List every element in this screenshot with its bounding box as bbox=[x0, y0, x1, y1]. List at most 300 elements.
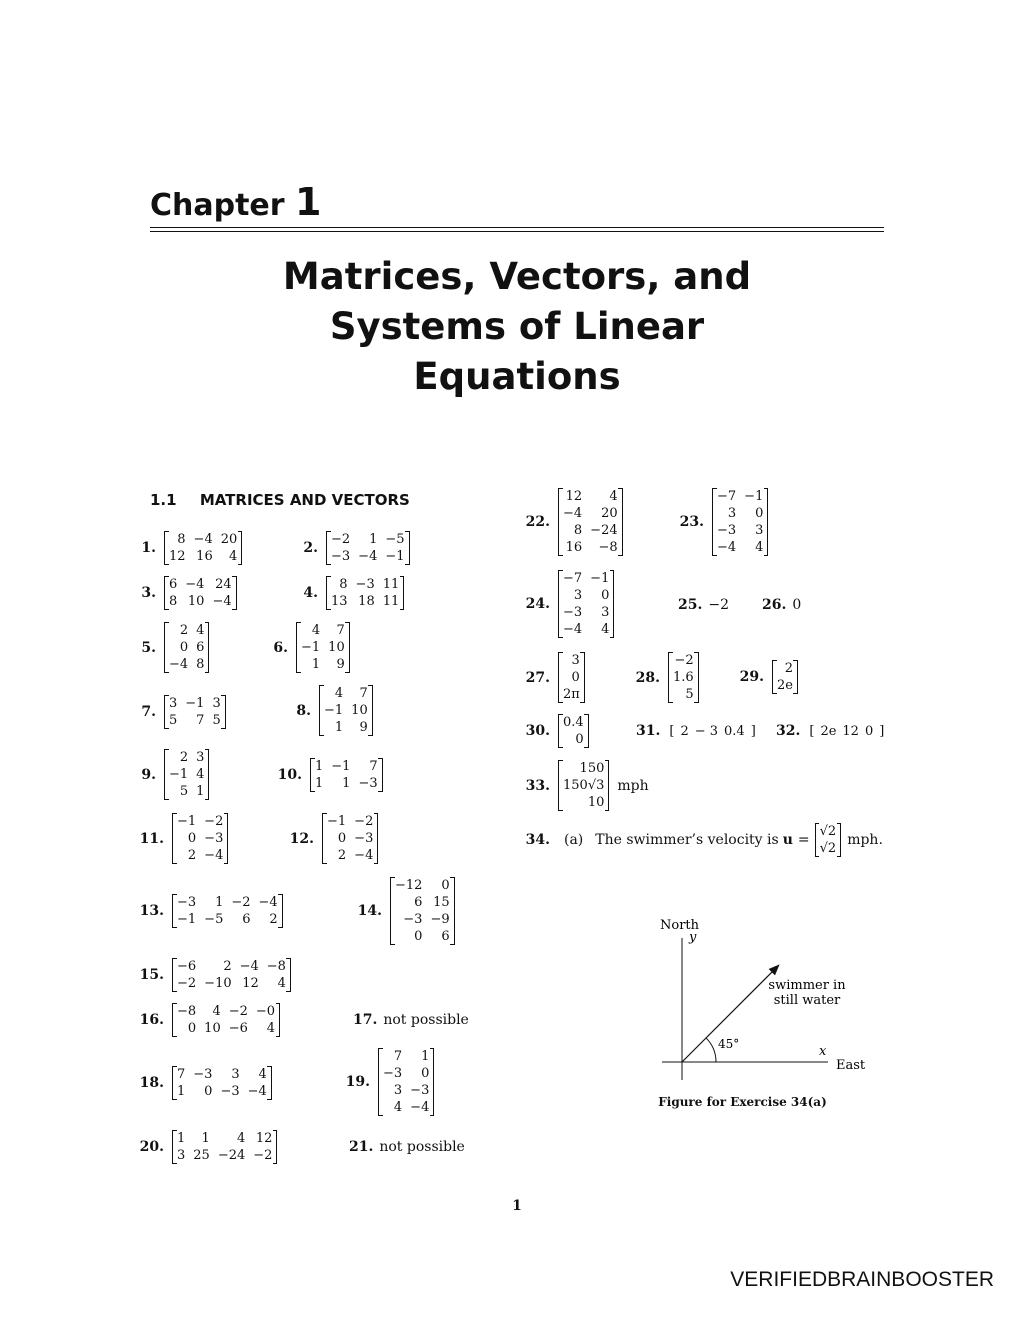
matrix-row bbox=[311, 758, 383, 775]
exercise-label: 5. bbox=[141, 639, 156, 656]
matrix-cell: −8 bbox=[598, 540, 618, 555]
answer-matrix bbox=[172, 958, 291, 992]
matrix-cell: 1 bbox=[177, 1084, 186, 1099]
matrix-cell: 4 bbox=[236, 1131, 246, 1146]
matrix-cell: 1 bbox=[177, 1131, 186, 1146]
matrix-cell: −2 bbox=[177, 976, 197, 991]
row-entry: 2e bbox=[820, 723, 837, 739]
matrix-cell: −5 bbox=[204, 912, 224, 927]
exercise-label: 22. bbox=[525, 514, 550, 530]
matrix-cell: −3 bbox=[563, 605, 583, 620]
matrix-cell: −3 bbox=[717, 523, 737, 538]
matrix-cell: 0 bbox=[187, 1021, 197, 1036]
matrix-cell: 0 bbox=[441, 878, 450, 893]
matrix-cell: −7 bbox=[563, 571, 583, 586]
answer-matrix bbox=[815, 823, 842, 857]
east-label: East bbox=[836, 1058, 866, 1073]
matrix-cell: 1 bbox=[369, 532, 378, 547]
matrix-cell: 2e bbox=[777, 678, 793, 693]
matrix-row bbox=[173, 1083, 272, 1100]
exercise-12 bbox=[288, 813, 378, 864]
matrix-row bbox=[320, 719, 373, 736]
exercise-32 bbox=[776, 723, 887, 739]
north-label: North bbox=[660, 918, 700, 933]
exercise-5 bbox=[130, 622, 209, 673]
answer-matrix bbox=[319, 685, 373, 736]
exercise-7 bbox=[130, 695, 226, 729]
section-heading bbox=[150, 491, 410, 509]
equals-sign: = bbox=[797, 832, 810, 848]
matrix-row bbox=[559, 587, 614, 604]
matrix-cell: 4 bbox=[755, 540, 764, 555]
matrix-cell: 12 bbox=[242, 976, 259, 991]
matrix-cell: −2 bbox=[231, 895, 251, 910]
matrix-cell: 11 bbox=[382, 577, 400, 592]
answer-matrix bbox=[164, 576, 237, 610]
answer-matrix bbox=[558, 760, 609, 811]
exercise-label: 24. bbox=[525, 596, 550, 612]
matrix-row bbox=[327, 548, 410, 565]
matrix-row bbox=[165, 749, 209, 766]
matrix-cell: 16 bbox=[196, 549, 213, 564]
matrix-cell: 3 bbox=[196, 750, 205, 765]
matrix-row bbox=[297, 639, 350, 656]
exercise-label: 4. bbox=[303, 585, 318, 601]
answer-matrix bbox=[296, 622, 350, 673]
exercise-label: 12. bbox=[289, 830, 314, 847]
matrix-row bbox=[391, 911, 455, 928]
matrix-cell: 8 bbox=[573, 523, 583, 538]
exercise-15 bbox=[138, 958, 291, 992]
matrix-cell: 1.6 bbox=[673, 670, 694, 685]
exercise-28 bbox=[634, 652, 699, 703]
matrix-row bbox=[173, 1147, 277, 1164]
matrix-row bbox=[297, 622, 350, 639]
matrix-cell: 150√3 bbox=[563, 778, 605, 793]
matrix-cell: 1 bbox=[215, 895, 224, 910]
matrix-row bbox=[559, 570, 614, 587]
matrix-cell: 2 bbox=[179, 623, 189, 638]
matrix-cell: −3 bbox=[177, 895, 197, 910]
matrix-row bbox=[173, 1003, 280, 1020]
matrix-row bbox=[713, 539, 768, 556]
matrix-cell: −4 bbox=[258, 895, 278, 910]
matrix-cell: 4 bbox=[334, 686, 344, 701]
exercise-label: 8. bbox=[296, 702, 311, 719]
matrix-cell: 10 bbox=[187, 594, 205, 609]
exercise-17 bbox=[353, 1012, 469, 1028]
watermark: VERIFIEDBRAINBOOSTER bbox=[730, 1268, 994, 1291]
matrix-cell: 0 bbox=[337, 831, 347, 846]
answer-matrix bbox=[558, 652, 585, 703]
answer-text: 0 bbox=[792, 597, 802, 613]
row-entry: 2 bbox=[680, 723, 689, 739]
matrix-cell: 24 bbox=[215, 577, 232, 592]
matrix-row bbox=[815, 823, 841, 840]
exercise-label: 3. bbox=[141, 585, 156, 601]
chapter-rule-bottom bbox=[150, 231, 884, 232]
angle-arc bbox=[706, 1038, 716, 1062]
matrix-row bbox=[559, 539, 623, 556]
matrix-cell: 6 bbox=[441, 929, 450, 944]
answer-matrix bbox=[164, 622, 209, 673]
matrix-cell: 20 bbox=[601, 506, 618, 521]
answer-matrix bbox=[712, 488, 768, 556]
matrix-row bbox=[379, 1048, 434, 1065]
chapter-title bbox=[150, 252, 884, 402]
exercise-label: 30. bbox=[525, 723, 550, 739]
matrix-cell: 1 bbox=[315, 759, 324, 774]
exercise-label: 17. bbox=[353, 1012, 378, 1028]
matrix-cell: 7 bbox=[359, 686, 368, 701]
exercise-label: 28. bbox=[635, 669, 660, 686]
matrix-cell: 12 bbox=[255, 1131, 273, 1146]
exercise-2 bbox=[292, 531, 410, 565]
exercise-label: 19. bbox=[345, 1074, 370, 1090]
matrix-cell: 8 bbox=[169, 594, 178, 609]
matrix-row bbox=[559, 760, 609, 777]
exercise-24 bbox=[524, 570, 614, 638]
answer-matrix bbox=[772, 660, 798, 694]
matrix-cell: 2 bbox=[223, 959, 232, 974]
matrix-cell: 8 bbox=[196, 657, 205, 672]
exercise-label: 14. bbox=[357, 903, 382, 919]
matrix-cell: 0 bbox=[179, 640, 189, 655]
matrix-cell: −4 bbox=[193, 532, 213, 547]
matrix-row bbox=[773, 660, 798, 677]
matrix-cell: 0 bbox=[421, 1066, 430, 1081]
exercise-1 bbox=[130, 531, 242, 565]
exercise-14 bbox=[356, 877, 455, 945]
matrix-cell: −3 bbox=[331, 549, 351, 564]
matrix-row bbox=[320, 685, 373, 702]
vector-label-line-2: still water bbox=[773, 993, 841, 1008]
matrix-row bbox=[379, 1065, 434, 1082]
matrix-cell: 2 bbox=[187, 848, 197, 863]
matrix-row bbox=[391, 894, 455, 911]
exercise-9 bbox=[130, 749, 209, 800]
matrix-row bbox=[559, 669, 585, 686]
matrix-cell: 1 bbox=[334, 720, 344, 735]
matrix-row bbox=[165, 656, 209, 673]
matrix-cell: 0 bbox=[601, 588, 610, 603]
matrix-cell: 20 bbox=[220, 532, 238, 547]
answer-text: not possible bbox=[379, 1139, 465, 1155]
matrix-cell: 4 bbox=[258, 1067, 267, 1082]
matrix-cell: −1 bbox=[744, 489, 764, 504]
unit-text: mph bbox=[617, 777, 649, 794]
matrix-cell: −24 bbox=[217, 1148, 246, 1163]
unit-text: mph. bbox=[847, 832, 883, 848]
matrix-cell: 3 bbox=[393, 1083, 403, 1098]
matrix-row bbox=[559, 794, 609, 811]
matrix-row bbox=[173, 847, 228, 864]
exercise-label: 9. bbox=[141, 766, 156, 783]
matrix-cell: 4 bbox=[393, 1100, 403, 1115]
matrix-cell: 10 bbox=[587, 795, 605, 810]
exercise-27 bbox=[524, 652, 585, 703]
matrix-cell: −2 bbox=[674, 653, 694, 668]
matrix-row bbox=[165, 695, 226, 712]
matrix-cell: 2 bbox=[179, 750, 189, 765]
bracket-open: [ bbox=[669, 723, 675, 739]
answer-matrix bbox=[558, 488, 623, 556]
matrix-cell: −1 bbox=[385, 549, 405, 564]
matrix-cell: −3 bbox=[354, 831, 374, 846]
matrix-cell: −1 bbox=[301, 640, 321, 655]
matrix-cell: −3 bbox=[204, 831, 224, 846]
matrix-cell: 3 bbox=[169, 696, 178, 711]
matrix-cell: 3 bbox=[755, 523, 764, 538]
matrix-cell: 12 bbox=[565, 489, 583, 504]
chapter-number: 1 bbox=[295, 180, 322, 224]
matrix-cell: −3 bbox=[403, 912, 423, 927]
matrix-cell: 3 bbox=[231, 1067, 240, 1082]
matrix-cell: −4 bbox=[169, 657, 189, 672]
matrix-cell: −3 bbox=[358, 776, 378, 791]
exercise-31 bbox=[636, 723, 759, 739]
matrix-cell: −8 bbox=[266, 959, 286, 974]
matrix-cell: 18 bbox=[358, 594, 375, 609]
matrix-cell: −6 bbox=[177, 959, 197, 974]
matrix-row bbox=[165, 766, 209, 783]
exercise-label: 33. bbox=[525, 777, 550, 794]
exercise-label: 29. bbox=[739, 669, 764, 685]
answer-matrix bbox=[322, 813, 378, 864]
matrix-cell: 0 bbox=[571, 670, 580, 685]
chapter-rule-top bbox=[150, 227, 884, 228]
matrix-cell: 4 bbox=[277, 976, 286, 991]
exercise-label: 7. bbox=[141, 704, 156, 720]
exercise-label: 11. bbox=[139, 830, 164, 847]
exercise-16 bbox=[138, 1003, 280, 1037]
exercise-6 bbox=[262, 622, 350, 673]
exercise-34 bbox=[524, 823, 883, 857]
matrix-row bbox=[559, 652, 585, 669]
matrix-cell: 4 bbox=[212, 1004, 221, 1019]
matrix-cell: 4 bbox=[196, 767, 205, 782]
matrix-cell: −10 bbox=[204, 976, 232, 991]
matrix-cell: 4 bbox=[196, 623, 205, 638]
matrix-row bbox=[311, 775, 383, 792]
matrix-cell: 3 bbox=[571, 653, 580, 668]
matrix-cell: −12 bbox=[395, 878, 423, 893]
matrix-cell: −0 bbox=[255, 1004, 276, 1019]
page-number: 1 bbox=[512, 1198, 522, 1214]
matrix-cell: 2π bbox=[563, 687, 580, 702]
matrix-row bbox=[165, 531, 242, 548]
matrix-row bbox=[297, 656, 350, 673]
matrix-row bbox=[173, 1020, 280, 1037]
matrix-cell: −1 bbox=[331, 759, 351, 774]
matrix-row bbox=[815, 840, 841, 857]
matrix-cell: 6 bbox=[414, 895, 423, 910]
matrix-cell: 0.4 bbox=[563, 715, 584, 730]
matrix-cell: 25 bbox=[193, 1148, 210, 1163]
matrix-cell: −8 bbox=[177, 1004, 197, 1019]
matrix-row bbox=[173, 958, 291, 975]
exercise-label: 2. bbox=[303, 540, 318, 556]
exercise-30 bbox=[524, 714, 589, 748]
matrix-row bbox=[165, 783, 209, 800]
matrix-cell: −1 bbox=[590, 571, 610, 586]
angle-label: 45° bbox=[718, 1037, 740, 1051]
exercise-22 bbox=[524, 488, 623, 556]
matrix-row bbox=[391, 877, 455, 894]
matrix-cell: 8 bbox=[177, 532, 186, 547]
matrix-cell: 5 bbox=[179, 784, 189, 799]
matrix-cell: 10 bbox=[351, 703, 368, 718]
answer-matrix bbox=[326, 576, 404, 610]
matrix-row bbox=[173, 894, 283, 911]
matrix-cell: −4 bbox=[204, 848, 224, 863]
exercise-3 bbox=[130, 576, 237, 610]
exercise-label: 34. bbox=[525, 832, 550, 848]
matrix-row bbox=[559, 488, 623, 505]
matrix-row bbox=[165, 548, 242, 565]
matrix-row bbox=[165, 576, 237, 593]
answer-matrix bbox=[172, 894, 283, 928]
matrix-cell: −2 bbox=[204, 814, 224, 829]
matrix-cell: 10 bbox=[328, 640, 345, 655]
exercise-10 bbox=[276, 758, 383, 792]
matrix-row bbox=[669, 652, 699, 669]
matrix-row bbox=[559, 604, 614, 621]
matrix-cell: 1 bbox=[311, 657, 321, 672]
matrix-row bbox=[669, 669, 699, 686]
matrix-row bbox=[327, 531, 410, 548]
exercise-label: 31. bbox=[636, 723, 661, 739]
exercise-26 bbox=[762, 597, 801, 613]
matrix-cell: 150 bbox=[579, 761, 605, 776]
title-line-2: Systems of Linear bbox=[329, 305, 705, 348]
row-entry: 12 bbox=[842, 723, 859, 739]
matrix-cell: −3 bbox=[383, 1066, 403, 1081]
matrix-cell: −4 bbox=[717, 540, 737, 555]
matrix-cell: −4 bbox=[185, 577, 205, 592]
exercise-label: 10. bbox=[277, 767, 302, 783]
exercise-label: 23. bbox=[679, 514, 704, 530]
matrix-cell: −1 bbox=[185, 696, 205, 711]
matrix-cell: 1 bbox=[342, 776, 351, 791]
exercise-label: 32. bbox=[776, 723, 801, 739]
matrix-row bbox=[713, 522, 768, 539]
figure-caption: Figure for Exercise 34(a) bbox=[658, 1095, 827, 1109]
matrix-row bbox=[559, 714, 589, 731]
matrix-cell: 4 bbox=[609, 489, 618, 504]
matrix-cell: −3 bbox=[220, 1084, 240, 1099]
part-label: (a) bbox=[564, 832, 584, 848]
row-vector bbox=[666, 724, 758, 739]
x-axis-label: x bbox=[819, 1044, 827, 1059]
matrix-cell: −1 bbox=[324, 703, 344, 718]
exercise-29 bbox=[738, 660, 798, 694]
matrix-cell: 6 bbox=[196, 640, 205, 655]
row-vector bbox=[806, 724, 887, 739]
exercise-33 bbox=[524, 760, 649, 811]
swimmer-figure bbox=[600, 910, 890, 1090]
exercise-8 bbox=[285, 685, 373, 736]
matrix-row bbox=[320, 702, 373, 719]
matrix-cell: −3 bbox=[355, 577, 375, 592]
matrix-cell: 3 bbox=[601, 605, 610, 620]
section-title: MATRICES AND VECTORS bbox=[199, 491, 410, 509]
matrix-cell: 3 bbox=[573, 588, 583, 603]
y-axis-label: y bbox=[689, 930, 697, 945]
answer-matrix bbox=[558, 570, 614, 638]
matrix-cell: 1 bbox=[196, 784, 205, 799]
answer-matrix bbox=[172, 1066, 272, 1100]
matrix-row bbox=[327, 593, 404, 610]
exercise-23 bbox=[678, 488, 768, 556]
matrix-cell: 3 bbox=[212, 696, 221, 711]
exercise-18 bbox=[138, 1066, 272, 1100]
matrix-cell: 1 bbox=[201, 1131, 210, 1146]
matrix-row bbox=[713, 488, 768, 505]
matrix-cell: 5 bbox=[685, 687, 694, 702]
matrix-row bbox=[379, 1082, 434, 1099]
matrix-row bbox=[559, 505, 623, 522]
section-number: 1.1 bbox=[150, 491, 177, 509]
matrix-row bbox=[165, 639, 209, 656]
row-entry: 0 bbox=[864, 723, 874, 739]
matrix-cell: 0 bbox=[755, 506, 764, 521]
matrix-row bbox=[323, 830, 378, 847]
matrix-row bbox=[165, 712, 226, 729]
matrix-cell: −3 bbox=[410, 1083, 430, 1098]
matrix-cell: 9 bbox=[359, 720, 368, 735]
matrix-cell: 4 bbox=[311, 623, 321, 638]
matrix-cell: 1 bbox=[421, 1049, 430, 1064]
matrix-cell: −1 bbox=[177, 912, 197, 927]
chapter-label bbox=[150, 180, 321, 224]
matrix-cell: −6 bbox=[228, 1021, 248, 1036]
answer-matrix bbox=[390, 877, 455, 945]
matrix-cell: −5 bbox=[385, 532, 405, 547]
matrix-row bbox=[391, 928, 455, 945]
matrix-cell: 3 bbox=[177, 1148, 186, 1163]
exercise-label: 13. bbox=[139, 903, 164, 919]
answer-matrix bbox=[172, 1130, 277, 1164]
exercise-label: 21. bbox=[349, 1139, 374, 1155]
row-entry: 0.4 bbox=[724, 723, 745, 739]
matrix-cell: 5 bbox=[169, 713, 178, 728]
matrix-row bbox=[173, 830, 228, 847]
exercise-label: 25. bbox=[678, 597, 703, 613]
matrix-cell: −2 bbox=[331, 532, 351, 547]
matrix-row bbox=[559, 777, 609, 794]
exercise-label: 18. bbox=[139, 1075, 164, 1091]
answer-matrix bbox=[310, 758, 383, 792]
matrix-cell: 0 bbox=[414, 929, 423, 944]
matrix-cell: −4 bbox=[212, 594, 232, 609]
matrix-row bbox=[559, 686, 585, 703]
matrix-cell: √2 bbox=[819, 841, 837, 856]
answer-matrix bbox=[164, 531, 242, 565]
matrix-cell: 2 bbox=[269, 912, 278, 927]
matrix-cell: 4 bbox=[266, 1021, 276, 1036]
matrix-row bbox=[713, 505, 768, 522]
matrix-cell: 2 bbox=[784, 661, 793, 676]
matrix-cell: −4 bbox=[410, 1100, 430, 1115]
matrix-row bbox=[669, 686, 699, 703]
matrix-cell: 7 bbox=[336, 623, 345, 638]
answer-matrix bbox=[326, 531, 410, 565]
matrix-row bbox=[323, 813, 378, 830]
title-line-1: Matrices, Vectors, and bbox=[282, 255, 752, 298]
matrix-cell: 12 bbox=[169, 549, 186, 564]
matrix-row bbox=[173, 975, 291, 992]
